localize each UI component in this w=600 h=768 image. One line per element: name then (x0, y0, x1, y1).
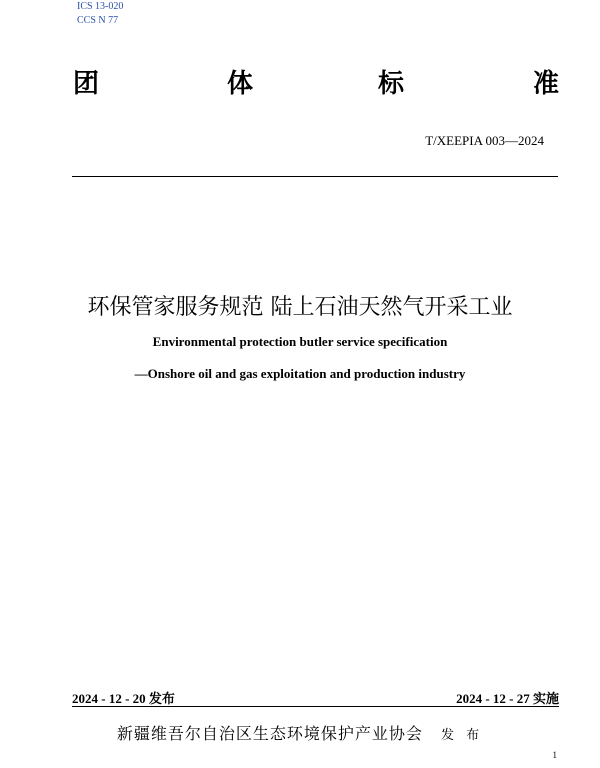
document-title-chinese: 环保管家服务规范 陆上石油天然气开采工业 (87, 295, 513, 320)
document-title-english: Environmental protection butler service specification (152, 334, 448, 349)
publisher-line (0, 721, 600, 744)
standard-type-char-3: 标 (378, 69, 405, 99)
ccs-code: CCS N 77 (77, 15, 119, 26)
standard-type-char-1: 团 (73, 69, 100, 99)
standard-number: T/XEEPIA 003—2024 (425, 133, 544, 148)
implementation-date: 2024 - 12 - 27 实施 (456, 691, 559, 706)
page-number: 1 (552, 750, 557, 760)
publisher-name: 新疆维吾尔自治区生态环境保护产业协会 (116, 724, 423, 743)
issue-date: 2024 - 12 - 20 发布 (72, 691, 175, 706)
publish-label: 发 布 (440, 728, 484, 743)
ics-code: ICS 13-020 (77, 1, 124, 12)
bottom-divider (72, 706, 559, 707)
classification-codes (77, 0, 123, 28)
top-divider (72, 176, 558, 177)
standard-type-char-4: 准 (533, 69, 560, 99)
standard-type-char-2: 体 (227, 69, 254, 99)
standard-type-heading (73, 68, 560, 102)
document-subtitle-english: —Onshore oil and gas exploitation and production industry (134, 366, 466, 381)
